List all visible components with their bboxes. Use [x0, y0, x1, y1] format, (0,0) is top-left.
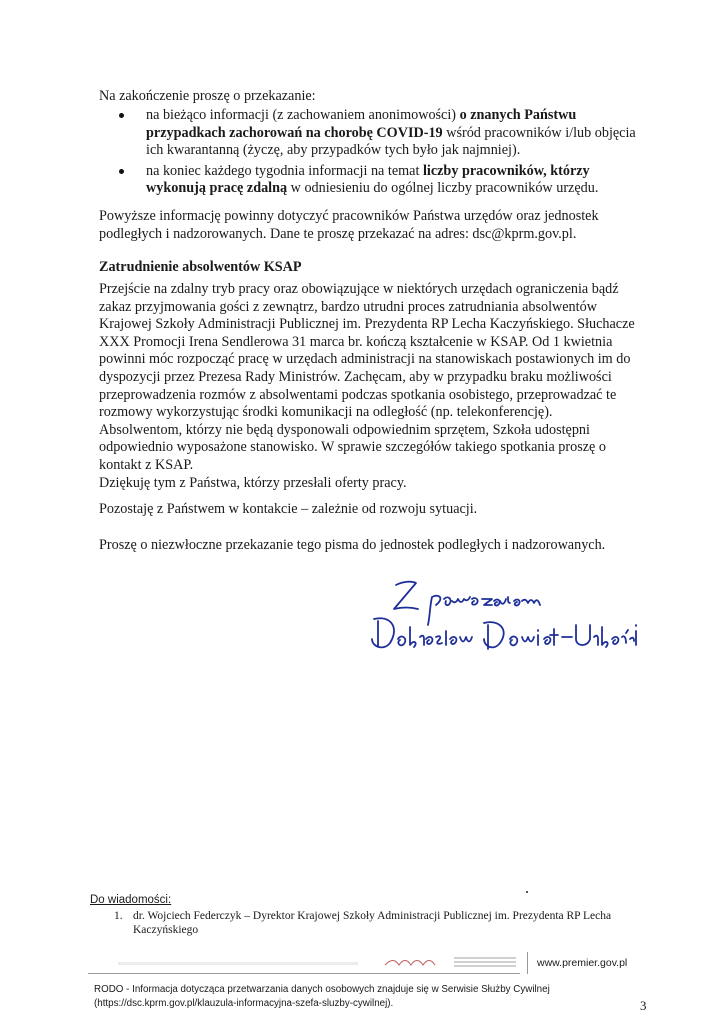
paragraph-line: Absolwentom, którzy nie będą dysponowali odpowiednim sprzętem, Szkoła udostępni	[99, 421, 590, 438]
scan-mark	[526, 891, 528, 893]
recipients-section	[90, 893, 171, 907]
paragraph-line: powinni móc rozpocząć pracę w urzędach administracji na stanowiskach postawionych im do	[99, 351, 631, 368]
list-item	[106, 107, 706, 160]
intro-text: Na zakończenie proszę o przekazanie:	[99, 88, 316, 104]
paragraph-line: podległych i nadzorowanych. Dane te proszę przekazać na adres: dsc@kprm.gov.pl.	[99, 225, 577, 242]
paragraph-contact-status: Pozostaję z Państwem w kontakcie – zależnie od rozwoju sytuacji.	[99, 501, 478, 517]
list-item	[106, 163, 706, 198]
bullet-1-bold: o znanych Państwu	[459, 107, 577, 123]
recipient-line: dr. Wojciech Federczyk – Dyrektor Krajowej Szkoły Administracji Publicznej im. Prezydenta RP Lecha	[133, 910, 612, 922]
paragraph-line: Powyższe informację powinny dotyczyć pracowników Państwa urzędów oraz jednostek	[99, 208, 599, 224]
handwritten-signature	[360, 575, 640, 675]
recipient-number: 1.	[114, 910, 123, 922]
bullet-list	[106, 107, 706, 198]
recipient-item	[114, 909, 123, 923]
paragraph-line: zakaz przyjmowania gości z zewnątrz, bardzo utrudni proces zatrudniania absolwentów	[99, 298, 597, 315]
paragraph-contact	[99, 208, 599, 243]
paragraph-line: Przejście na zdalny tryb pracy oraz obowiązujące w niektórych urzędach ograniczenia bądź	[99, 281, 619, 297]
footer-faded-text	[118, 962, 358, 965]
bullet-1-text-3: ich kwarantanną (życzę, aby przypadków tych było jak najmniej).	[146, 142, 521, 159]
footer-rodo	[94, 983, 550, 1011]
recipient-line: Kaczyńskiego	[133, 924, 199, 936]
footer-rule	[88, 973, 520, 974]
bullet-2-text-2: w odniesieniu do ogólnej liczby pracowników urzędu.	[287, 180, 599, 197]
paragraph-forward-request: Proszę o niezwłoczne przekazanie tego pisma do jednostek podległych i nadzorowanych.	[99, 537, 606, 553]
page-number: 3	[640, 998, 647, 1013]
section-heading: Zatrudnienie absolwentów KSAP	[99, 259, 302, 275]
footer-divider	[527, 952, 528, 974]
bullet-1-bold-2: przypadkach zachorowań na chorobę COVID-19	[146, 124, 443, 141]
footer-website[interactable]: www.premier.gov.pl	[537, 957, 628, 969]
paragraph-line: Dziękuję tym z Państwa, którzy przesłali oferty pracy.	[99, 474, 407, 491]
bullet-2-bold-2: wykonują pracę zdalną	[146, 180, 288, 197]
bullet-icon	[119, 113, 124, 118]
recipients-heading: Do wiadomości:	[90, 894, 172, 906]
recipient-text	[133, 909, 611, 937]
bullet-1-text-2: wśród pracowników i/lub objęcia	[442, 124, 636, 141]
rodo-line: RODO - Informacja dotycząca przetwarzania danych osobowych znajduje się w Serwisie Służby Cywilnej	[94, 984, 550, 995]
bullet-2-text: na koniec każdego tygodnia informacji na temat	[146, 162, 423, 179]
paragraph-line: kontakt z KSAP.	[99, 456, 194, 473]
paragraph-line: dyspozycji przez Prezesa Rady Ministrów. Zachęcam, aby w przypadku braku możliwości	[99, 368, 612, 385]
paragraph-ksap	[99, 281, 635, 492]
paragraph-line: odpowiednio wyposażone stanowisko. W sprawie szczegółów takiego spotkania proszę o	[99, 439, 606, 456]
paragraph-line: rozmowy wykorzystując środki komunikacji na odległość (np. telekonferencję).	[99, 404, 553, 421]
bullet-1-text: na bieżąco informacji (z zachowaniem anonimowości)	[146, 107, 460, 123]
footer-logo-script	[383, 955, 443, 969]
footer-logo-caption	[454, 957, 516, 959]
paragraph-line: Krajowej Szkoły Administracji Publicznej im. Prezydenta RP Lecha Kaczyńskiego. Słuchacze	[99, 316, 635, 333]
paragraph-line: XXX Promocji Irena Sendlerowa 31 marca br. kończą kształcenie w KSAP. Od 1 kwietnia	[99, 333, 613, 350]
paragraph-line: przeprowadzenia rozmów z absolwentami podczas spotkania osobistego, przeprowadzać te	[99, 386, 617, 403]
bullet-icon	[119, 169, 124, 174]
bullet-2-bold: liczby pracowników, którzy	[422, 162, 590, 179]
rodo-link[interactable]: (https://dsc.kprm.gov.pl/klauzula-informacyjna-szefa-sluzby-cywilnej).	[94, 998, 394, 1009]
